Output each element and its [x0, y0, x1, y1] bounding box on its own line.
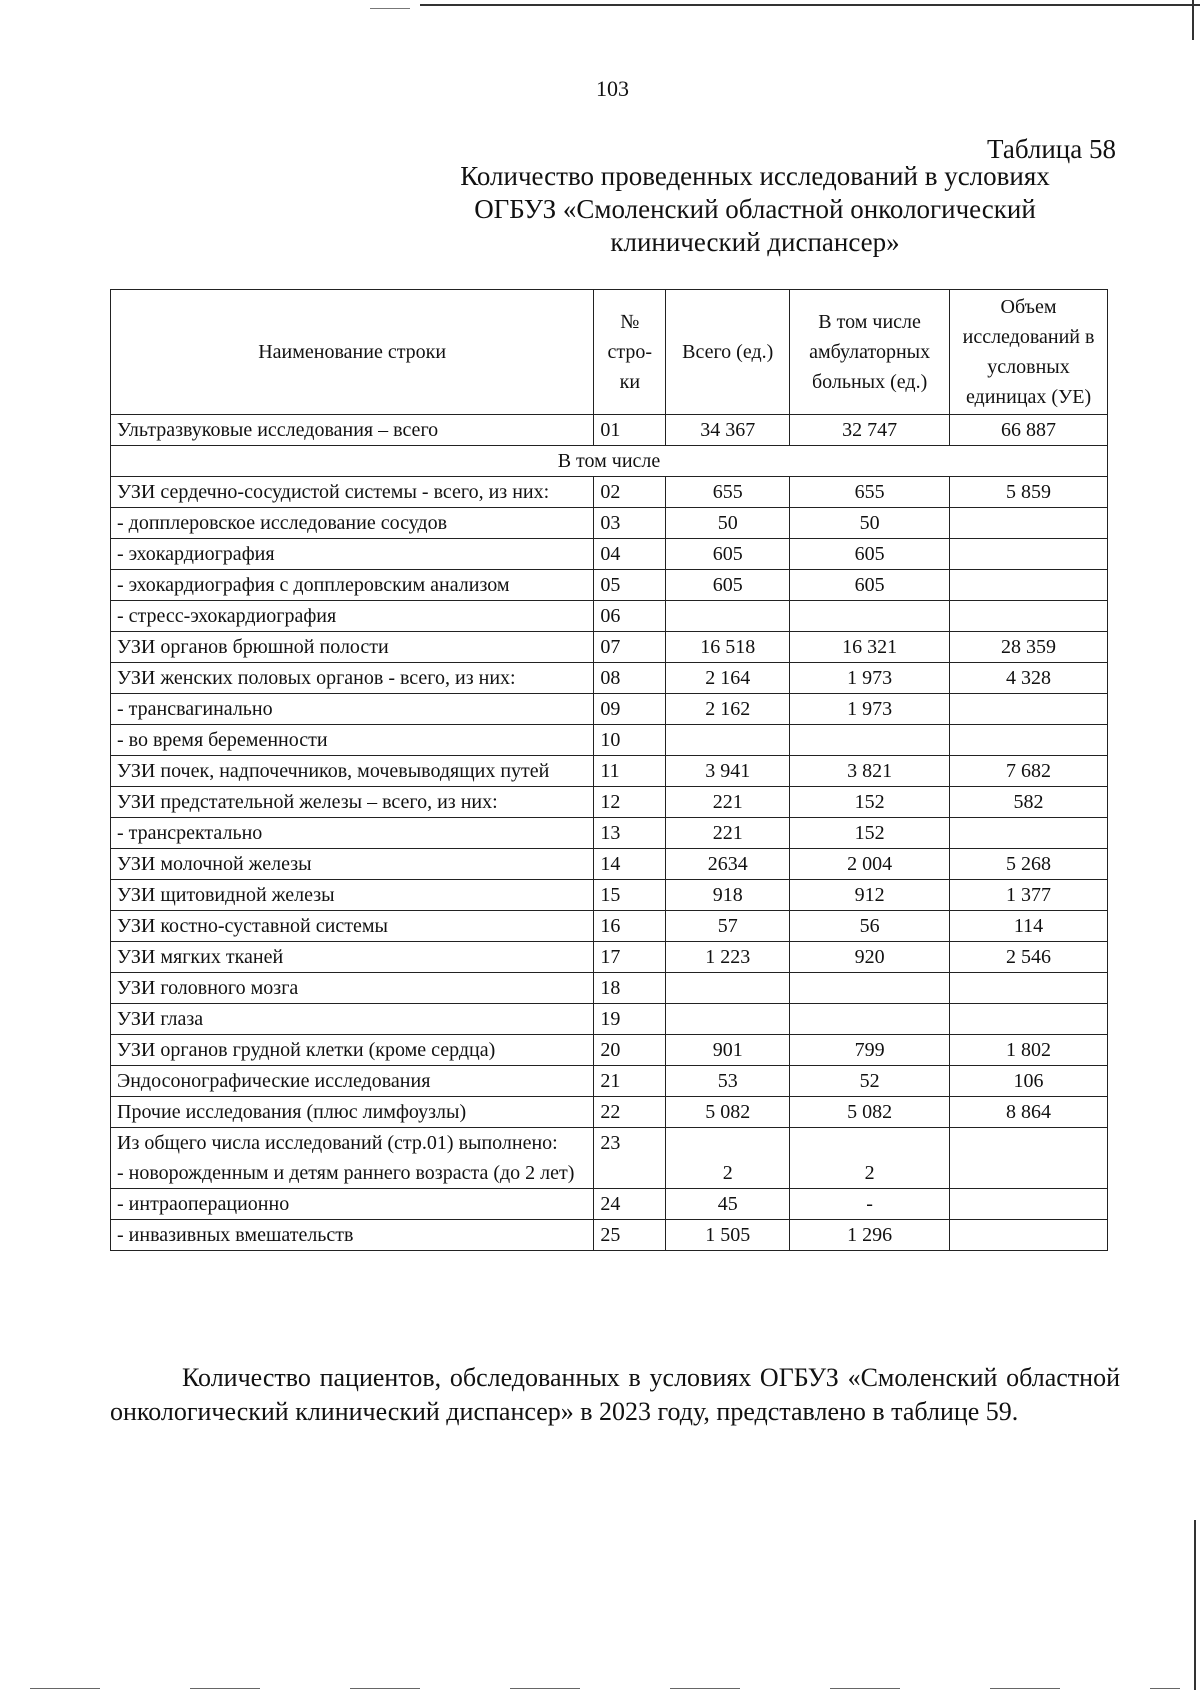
header-total: Всего (ед.)	[666, 290, 790, 415]
cell-total: 3 941	[666, 756, 790, 787]
cell-number: 06	[594, 601, 666, 632]
table-row	[111, 1035, 1108, 1066]
cell-volume: 8 864	[950, 1097, 1108, 1128]
cell-name: - инвазивных вмешательств	[111, 1220, 594, 1251]
cell-volume: 28 359	[950, 632, 1108, 663]
cell-name: Ультразвуковые исследования – всего	[111, 415, 594, 446]
cell-volume	[950, 539, 1108, 570]
body-paragraph: Количество пациентов, обследованных в условиях ОГБУЗ «Смоленский областной онкологический клинический диспансер» в 2023 году, представлено в таблице 59.	[110, 1363, 1120, 1426]
cell-ambulatory: 5 082	[790, 1097, 950, 1128]
cell-volume: 1 802	[950, 1035, 1108, 1066]
cell-number: 24	[594, 1189, 666, 1220]
cell-name: - стресс-эхокардиография	[111, 601, 594, 632]
cell-ambulatory: 16 321	[790, 632, 950, 663]
cell-total: 34 367	[666, 415, 790, 446]
cell-name: УЗИ костно-суставной системы	[111, 911, 594, 942]
cell-total: 1 505	[666, 1220, 790, 1251]
cell-volume: 5 268	[950, 849, 1108, 880]
cell-number: 05	[594, 570, 666, 601]
cell-number: 03	[594, 508, 666, 539]
cell-total: 918	[666, 880, 790, 911]
cell-number: 07	[594, 632, 666, 663]
scan-edge-top	[420, 4, 1200, 6]
cell-ambulatory	[790, 601, 950, 632]
cell-name: УЗИ предстательной железы – всего, из них:	[111, 787, 594, 818]
cell-volume	[950, 725, 1108, 756]
cell-ambulatory: 2 004	[790, 849, 950, 880]
table-row	[111, 849, 1108, 880]
cell-volume	[950, 1128, 1108, 1189]
table-row	[111, 725, 1108, 756]
cell-ambulatory: 799	[790, 1035, 950, 1066]
cell-volume: 1 377	[950, 880, 1108, 911]
table-row	[111, 1189, 1108, 1220]
cell-number: 08	[594, 663, 666, 694]
scan-edge-right-bottom	[1194, 1520, 1196, 1690]
cell-number: 02	[594, 477, 666, 508]
table-section-row	[111, 446, 1108, 477]
cell-ambulatory	[790, 725, 950, 756]
table-row-total	[111, 415, 1108, 446]
table-row	[111, 477, 1108, 508]
scan-edge-right-top	[1192, 0, 1194, 40]
cell-volume: 4 328	[950, 663, 1108, 694]
cell-volume: 66 887	[950, 415, 1108, 446]
table-label: Таблица 58	[987, 134, 1116, 164]
cell-volume: 2 546	[950, 942, 1108, 973]
cell-name: Прочие исследования (плюс лимфоузлы)	[111, 1097, 594, 1128]
cell-total: 1 223	[666, 942, 790, 973]
table-row	[111, 1128, 1108, 1189]
table-row	[111, 818, 1108, 849]
cell-volume	[950, 570, 1108, 601]
cell-name: УЗИ мягких тканей	[111, 942, 594, 973]
cell-number: 04	[594, 539, 666, 570]
cell-total	[666, 601, 790, 632]
page-number: 103	[596, 76, 629, 101]
cell-name: - эхокардиография	[111, 539, 594, 570]
cell-volume: 114	[950, 911, 1108, 942]
cell-name-line: Из общего числа исследований (стр.01) выполнено:	[117, 1132, 558, 1154]
cell-volume	[950, 1220, 1108, 1251]
cell-number: 14	[594, 849, 666, 880]
table-row	[111, 570, 1108, 601]
cell-total	[666, 725, 790, 756]
cell-volume: 5 859	[950, 477, 1108, 508]
cell-ambulatory: 3 821	[790, 756, 950, 787]
cell-volume	[950, 1189, 1108, 1220]
cell-name: УЗИ молочной железы	[111, 849, 594, 880]
header-volume: Объем исследований в условных единицах (УЕ)	[950, 290, 1108, 415]
header-number: № стро- ки	[594, 290, 666, 415]
cell-name: - эхокардиография с допплеровским анализом	[111, 570, 594, 601]
cell-ambulatory: 32 747	[790, 415, 950, 446]
cell-number: 11	[594, 756, 666, 787]
cell-number: 12	[594, 787, 666, 818]
table-row	[111, 911, 1108, 942]
cell-total: 2634	[666, 849, 790, 880]
table-row	[111, 787, 1108, 818]
cell-number: 22	[594, 1097, 666, 1128]
cell-total: 901	[666, 1035, 790, 1066]
cell-ambulatory: 605	[790, 539, 950, 570]
scan-edge-top-mark	[370, 8, 410, 9]
research-table	[110, 289, 1108, 1251]
cell-ambulatory	[790, 973, 950, 1004]
cell-number: 18	[594, 973, 666, 1004]
cell-volume: 7 682	[950, 756, 1108, 787]
table-row	[111, 973, 1108, 1004]
cell-number: 17	[594, 942, 666, 973]
cell-total	[666, 973, 790, 1004]
table-row	[111, 601, 1108, 632]
cell-name: УЗИ органов грудной клетки (кроме сердца)	[111, 1035, 594, 1066]
cell-number: 01	[594, 415, 666, 446]
section-label: В том числе	[111, 446, 1108, 477]
cell-ambulatory: 56	[790, 911, 950, 942]
cell-number: 19	[594, 1004, 666, 1035]
table-row	[111, 1097, 1108, 1128]
cell-ambulatory: 920	[790, 942, 950, 973]
table-row	[111, 1004, 1108, 1035]
cell-name: Эндосонографические исследования	[111, 1066, 594, 1097]
cell-total: 2 164	[666, 663, 790, 694]
table-header-row	[111, 290, 1108, 415]
table-row	[111, 694, 1108, 725]
cell-ambulatory: 1 973	[790, 663, 950, 694]
title-line: клинический диспансер»	[610, 227, 900, 257]
cell-total: 45	[666, 1189, 790, 1220]
cell-name: УЗИ головного мозга	[111, 973, 594, 1004]
cell-name: УЗИ глаза	[111, 1004, 594, 1035]
cell-ambulatory: 912	[790, 880, 950, 911]
cell-name: - во время беременности	[111, 725, 594, 756]
cell-volume: 582	[950, 787, 1108, 818]
cell-total: 57	[666, 911, 790, 942]
table-row	[111, 1220, 1108, 1251]
cell-total: 655	[666, 477, 790, 508]
cell-name: - трансвагинально	[111, 694, 594, 725]
table-row	[111, 508, 1108, 539]
cell-ambulatory	[790, 1004, 950, 1035]
cell-number: 20	[594, 1035, 666, 1066]
cell-name: УЗИ сердечно-сосудистой системы - всего, из них:	[111, 477, 594, 508]
cell-number: 21	[594, 1066, 666, 1097]
cell-name: - трансректально	[111, 818, 594, 849]
cell-total: 221	[666, 787, 790, 818]
cell-name-line: - новорожденным и детям раннего возраста (до 2 лет)	[117, 1162, 575, 1184]
cell-number: 09	[594, 694, 666, 725]
cell-ambulatory: 1 973	[790, 694, 950, 725]
table-row	[111, 756, 1108, 787]
cell-ambulatory: -	[790, 1189, 950, 1220]
cell-ambulatory: 655	[790, 477, 950, 508]
cell-total: 53	[666, 1066, 790, 1097]
cell-volume	[950, 973, 1108, 1004]
cell-total: 2 162	[666, 694, 790, 725]
cell-total: 5 082	[666, 1097, 790, 1128]
cell-name: - допплеровское исследование сосудов	[111, 508, 594, 539]
cell-number: 23	[594, 1128, 666, 1189]
cell-ambulatory: 2	[790, 1128, 950, 1189]
cell-name: УЗИ органов брюшной полости	[111, 632, 594, 663]
header-name: Наименование строки	[111, 290, 594, 415]
cell-total: 16 518	[666, 632, 790, 663]
cell-number: 10	[594, 725, 666, 756]
cell-volume	[950, 694, 1108, 725]
cell-ambulatory: 152	[790, 818, 950, 849]
cell-volume	[950, 601, 1108, 632]
header-ambulatory: В том числе амбулаторных больных (ед.)	[790, 290, 950, 415]
cell-total: 605	[666, 570, 790, 601]
table-row	[111, 632, 1108, 663]
cell-number: 15	[594, 880, 666, 911]
table-row	[111, 1066, 1108, 1097]
cell-ambulatory: 52	[790, 1066, 950, 1097]
cell-name: УЗИ щитовидной железы	[111, 880, 594, 911]
cell-name: - интраоперационно	[111, 1189, 594, 1220]
table-row	[111, 539, 1108, 570]
cell-number: 13	[594, 818, 666, 849]
cell-name	[111, 1128, 594, 1189]
cell-name: УЗИ женских половых органов - всего, из них:	[111, 663, 594, 694]
cell-volume	[950, 1004, 1108, 1035]
cell-total: 2	[666, 1128, 790, 1189]
scan-edge-bottom	[30, 1688, 1180, 1689]
table-row	[111, 880, 1108, 911]
cell-name: УЗИ почек, надпочечников, мочевыводящих путей	[111, 756, 594, 787]
title-line: Количество проведенных исследований в условиях	[460, 161, 1050, 191]
cell-volume	[950, 508, 1108, 539]
table-row	[111, 942, 1108, 973]
document-title	[255, 160, 1200, 259]
cell-volume	[950, 818, 1108, 849]
cell-total: 50	[666, 508, 790, 539]
cell-ambulatory: 605	[790, 570, 950, 601]
cell-total	[666, 1004, 790, 1035]
cell-ambulatory: 152	[790, 787, 950, 818]
title-line: ОГБУЗ «Смоленский областной онкологический	[474, 194, 1036, 224]
cell-total: 221	[666, 818, 790, 849]
table-row	[111, 663, 1108, 694]
cell-total: 605	[666, 539, 790, 570]
cell-number: 25	[594, 1220, 666, 1251]
cell-ambulatory: 1 296	[790, 1220, 950, 1251]
cell-number: 16	[594, 911, 666, 942]
cell-volume: 106	[950, 1066, 1108, 1097]
cell-ambulatory: 50	[790, 508, 950, 539]
